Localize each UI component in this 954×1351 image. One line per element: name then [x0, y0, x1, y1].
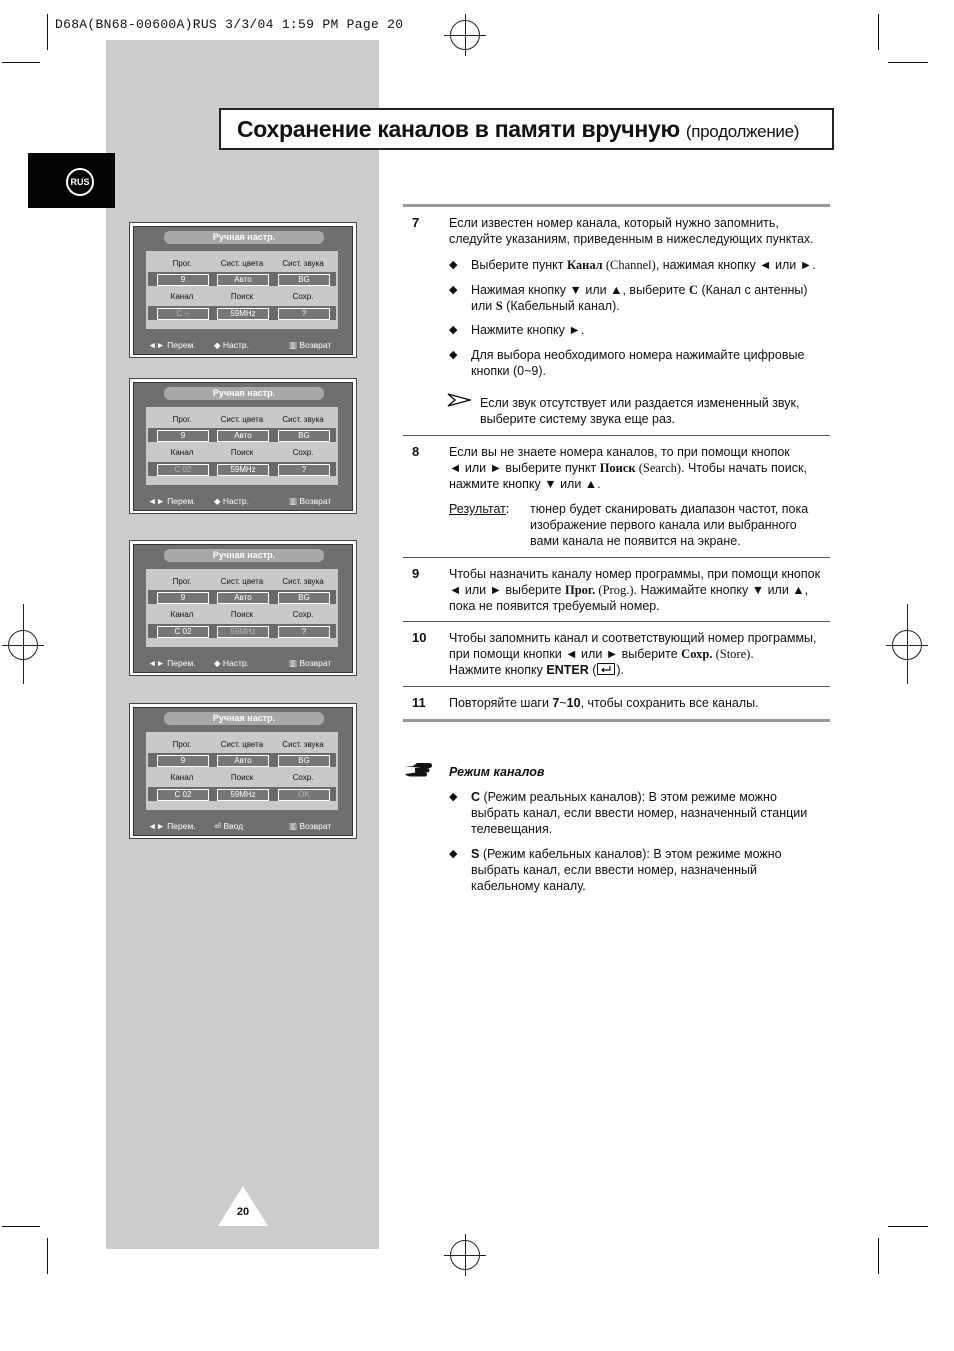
- step-10-text: Чтобы запомнить канал и соответствующий номер программы, при помощи кнопки ◄ или ► выберите Сохр. (Store). Нажмите кнопку ENTER ( ).: [449, 631, 817, 677]
- step-7-bullet-3: Нажмите кнопку ►.: [471, 323, 585, 337]
- footer-hint: ◆ Настр.: [214, 658, 249, 668]
- step-7-note: Если звук отсутствует или раздается измененный звук, выберите систему звука еще раз.: [480, 396, 800, 426]
- note-arrow-icon: [447, 392, 471, 413]
- crop-mark: [47, 14, 48, 50]
- tv-menu-screen: [129, 378, 357, 514]
- step-7-bullet-2: Нажимая кнопку ▼ или ▲, выберите C (Канал с антенны) или S (Кабельный канал).: [471, 283, 808, 313]
- bullet-icon: ◆: [449, 259, 458, 271]
- menu-label: Сист. звука: [282, 577, 324, 586]
- print-header: D68A(BN68-00600A)RUS 3/3/04 1:59 PM Page 20: [55, 17, 404, 32]
- footer-hint: ◄► Перем.: [148, 821, 196, 831]
- menu-value: 59MHz: [217, 464, 269, 476]
- step-number: 8: [412, 444, 420, 459]
- menu-value: BG: [278, 755, 330, 767]
- menu-footer: [134, 818, 352, 835]
- menu-value: Авто: [217, 592, 269, 604]
- menu-footer: [134, 337, 352, 354]
- menu-value: 59MHz: [217, 789, 269, 801]
- menu-label: Прог.: [172, 259, 192, 268]
- footer-hint: ◆ Настр.: [214, 340, 249, 350]
- menu-panel: [146, 732, 338, 810]
- menu-label: Сохр.: [292, 448, 314, 457]
- step-9-text: Чтобы назначить каналу номер программы, при помощи кнопок ◄ или ► выберите Прог. (Prog.). Нажимайте кнопку ▼ или ▲, пока не появится требуемый номер.: [449, 567, 821, 613]
- menu-caption: Ручная настр.: [164, 549, 324, 562]
- menu-label: Канал: [170, 610, 194, 619]
- menu-value: C 02: [157, 626, 209, 638]
- step-7-text: Если известен номер канала, который нужно запомнить, следуйте указаниям, приведенным в нижеследующих пунктах.: [449, 216, 814, 246]
- menu-value: C 02: [157, 789, 209, 801]
- crop-mark: [888, 62, 928, 63]
- section-rule: [403, 686, 830, 687]
- section-rule: [403, 719, 830, 722]
- menu-panel: [146, 251, 338, 329]
- menu-value: Авто: [217, 274, 269, 286]
- tv-screen-display: [133, 707, 353, 836]
- menu-value: ?: [278, 308, 330, 320]
- page-subtitle: (продолжение): [685, 122, 800, 141]
- step-8-result: тюнер будет сканировать диапазон частот, пока изображение первого канала или выбранного вами канала не появится на экране.: [530, 502, 809, 548]
- menu-value: 59MHz: [217, 308, 269, 320]
- tv-menu-screen: [129, 540, 357, 676]
- bullet-icon: ◆: [449, 324, 458, 336]
- tv-screen-display: [133, 382, 353, 511]
- menu-value: Авто: [217, 430, 269, 442]
- menu-value: BG: [278, 430, 330, 442]
- menu-value: Авто: [217, 755, 269, 767]
- tv-menu-screen: [129, 222, 357, 358]
- menu-panel: [146, 407, 338, 485]
- menu-label: Поиск: [230, 773, 254, 782]
- section-rule: [403, 557, 830, 558]
- section-rule: [403, 435, 830, 436]
- step-11-text: Повторяйте шаги 7~10, чтобы сохранить все каналы.: [449, 696, 759, 710]
- menu-label: Сист. звука: [282, 415, 324, 424]
- crop-mark: [2, 62, 40, 63]
- step-number: 9: [412, 566, 420, 581]
- menu-value: 59MHz: [217, 626, 269, 638]
- footer-hint: ◄► Перем.: [148, 340, 196, 350]
- footer-hint: ▥ Возврат: [289, 496, 332, 506]
- step-8-text: Если вы не знаете номера каналов, то при помощи кнопок ◄ или ► выберите пункт Поиск (Search). Чтобы начать поиск, нажмите кнопку ▼ или ▲.: [449, 445, 807, 491]
- tv-menu-screen: [129, 703, 357, 839]
- step-number: 10: [412, 630, 427, 645]
- menu-label: Сист. цвета: [220, 577, 264, 586]
- menu-label: Поиск: [230, 610, 254, 619]
- bullet-icon: ◆: [449, 848, 458, 860]
- tv-screen-display: [133, 544, 353, 673]
- page-title-box: [219, 108, 834, 150]
- footer-hint: ▥ Возврат: [289, 821, 332, 831]
- bullet-icon: ◆: [449, 349, 458, 361]
- pointing-hand-icon: [403, 760, 433, 783]
- menu-label: Сохр.: [292, 773, 314, 782]
- menu-caption: Ручная настр.: [164, 231, 324, 244]
- footer-hint: ◆ Настр.: [214, 496, 249, 506]
- footer-hint: ◄► Перем.: [148, 496, 196, 506]
- menu-value: BG: [278, 274, 330, 286]
- menu-label: Канал: [170, 448, 194, 457]
- menu-caption: Ручная настр.: [164, 387, 324, 400]
- menu-value: 9: [157, 755, 209, 767]
- menu-label: Сист. звука: [282, 259, 324, 268]
- menu-value: ?: [278, 464, 330, 476]
- footer-hint: ▥ Возврат: [289, 658, 332, 668]
- menu-footer: [134, 493, 352, 510]
- menu-value: BG: [278, 592, 330, 604]
- section-rule: [403, 621, 830, 622]
- menu-value: 9: [157, 592, 209, 604]
- bullet-icon: ◆: [449, 284, 458, 296]
- menu-label: Сист. цвета: [220, 259, 264, 268]
- menu-value: 9: [157, 430, 209, 442]
- footer-hint: ◄► Перем.: [148, 658, 196, 668]
- menu-label: Прог.: [172, 415, 192, 424]
- menu-footer: [134, 655, 352, 672]
- crop-mark: [878, 14, 879, 50]
- step-number: 11: [412, 695, 426, 710]
- menu-label: Сист. цвета: [220, 415, 264, 424]
- menu-label: Канал: [170, 773, 194, 782]
- tv-screen-display: [133, 226, 353, 355]
- crop-mark: [2, 1226, 40, 1227]
- menu-panel: [146, 569, 338, 647]
- menu-label: Сист. цвета: [220, 740, 264, 749]
- mode-c-text: C (Режим реальных каналов): В этом режиме можно выбрать канал, если ввести номер, назначенный станции телевещания.: [471, 790, 808, 836]
- menu-label: Канал: [170, 292, 194, 301]
- result-label: Результат:: [449, 502, 510, 516]
- menu-label: Поиск: [230, 292, 254, 301]
- menu-label: Прог.: [172, 740, 192, 749]
- mode-s-text: S (Режим кабельных каналов): В этом режиме можно выбрать канал, если ввести номер, назначенный кабельному каналу.: [471, 847, 782, 893]
- menu-label: Сохр.: [292, 610, 314, 619]
- menu-value: C 02: [157, 464, 209, 476]
- modes-title: Режим каналов: [449, 765, 545, 779]
- step-7-bullet-4: Для выбора необходимого номера нажимайте цифровые кнопки (0~9).: [471, 348, 805, 378]
- crop-mark: [47, 1238, 48, 1274]
- footer-hint: ▥ Возврат: [289, 340, 332, 350]
- page-title: Сохранение каналов в памяти вручную (продолжение): [237, 116, 800, 142]
- menu-value: C --: [157, 308, 209, 320]
- language-tab: [28, 153, 115, 208]
- menu-value: ?: [278, 626, 330, 638]
- step-7-bullet-1: Выберите пункт Канал (Channel), нажимая кнопку ◄ или ►.: [471, 258, 816, 272]
- crop-mark: [888, 1226, 928, 1227]
- enter-icon: [597, 663, 615, 675]
- menu-caption: Ручная настр.: [164, 712, 324, 725]
- menu-label: Сохр.: [292, 292, 314, 301]
- step-number: 7: [412, 215, 420, 230]
- section-rule: [403, 204, 830, 207]
- crop-mark: [878, 1238, 879, 1274]
- bullet-icon: ◆: [449, 791, 458, 803]
- page-number: 20: [236, 1206, 250, 1218]
- language-badge: RUS: [66, 168, 94, 196]
- menu-label: Сист. звука: [282, 740, 324, 749]
- menu-value: 9: [157, 274, 209, 286]
- footer-hint: ⏎ Ввод: [214, 821, 244, 831]
- menu-label: Поиск: [230, 448, 254, 457]
- menu-value: OK: [278, 789, 330, 801]
- menu-label: Прог.: [172, 577, 192, 586]
